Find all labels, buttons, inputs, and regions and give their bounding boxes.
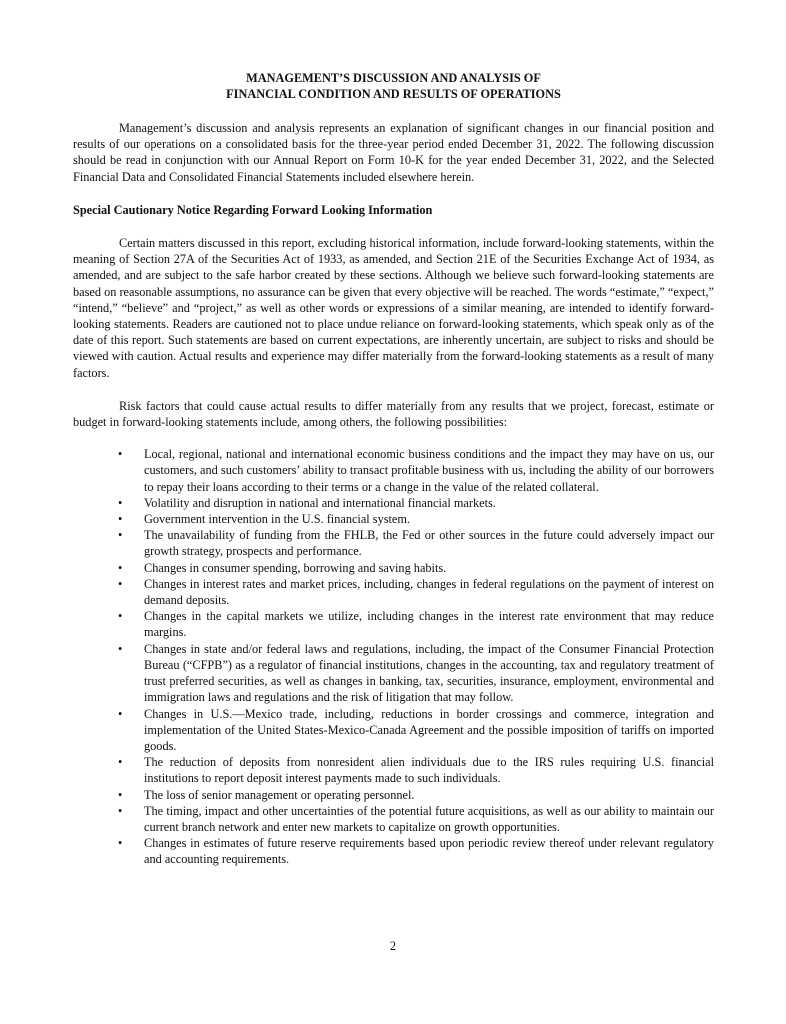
bullet-icon: • — [118, 787, 123, 802]
bullet-icon: • — [118, 836, 123, 851]
risk-item-10 — [73, 754, 714, 786]
risk-item-text: Local, regional, national and international economic business conditions and the impact they may have on us, our customers, and such customers’ ability to transact profitable business with us, including the ability of our borrowers to repay their loans according to their terms or a change in the value of the related collateral. — [144, 447, 714, 494]
risk-item-text: The timing, impact and other uncertainties of the potential future acquisitions, as well as our ability to maintain our current branch network and enter new markets to capitalize on growth opportunities. — [144, 803, 714, 834]
risk-item-text: Changes in consumer spending, borrowing and saving habits. — [144, 560, 447, 575]
risk-item-text: The unavailability of funding from the FHLB, the Fed or other sources in the future could adversely impact our growth strategy, prospects and performance. — [144, 528, 714, 559]
bullet-icon: • — [118, 447, 123, 462]
risk-item-13 — [73, 835, 714, 867]
risk-intro-paragraph: Risk factors that could cause actual results to differ materially from any results that we project, forecast, estimate or budget in forward-looking statements include, among others, the following possibilities: — [73, 398, 714, 430]
bullet-icon: • — [118, 576, 123, 591]
risk-item-text: Changes in estimates of future reserve requirements based upon periodic review thereof under relevant regulatory and accounting requirements. — [144, 836, 714, 867]
bullet-icon: • — [118, 803, 123, 818]
bullet-icon: • — [118, 641, 123, 656]
risk-item-7 — [73, 608, 714, 640]
risk-item-9 — [73, 706, 714, 755]
risk-item-2 — [73, 495, 714, 511]
document-title-line-2: FINANCIAL CONDITION AND RESULTS OF OPERATIONS — [226, 87, 561, 101]
risk-item-text: Volatility and disruption in national and international financial markets. — [144, 495, 496, 510]
bullet-icon: • — [118, 512, 123, 527]
page-number: 2 — [389, 939, 397, 953]
risk-item-6 — [73, 576, 714, 608]
risk-item-text: Changes in U.S.—Mexico trade, including, reductions in border crossings and commerce, integration and implementation of the United States-Mexico-Canada Agreement and the possible imposition of tariffs on imported goods. — [144, 706, 714, 753]
risk-item-3 — [73, 511, 714, 527]
risk-factor-list — [73, 446, 714, 867]
risk-item-text: Changes in the capital markets we utilize, including changes in the interest rate environment that may reduce margins. — [144, 609, 714, 640]
bullet-icon: • — [118, 755, 123, 770]
intro-paragraph: Management’s discussion and analysis represents an explanation of significant changes in our financial position and results of our operations on a consolidated basis for the three-year period ended December 31, 2022. The following discussion should be read in conjunction with our Annual Report on Form 10-K for the year ended December 31, 2022, and the Selected Financial Data and Consolidated Financial Statements included elsewhere herein. — [73, 121, 714, 184]
risk-item-4 — [73, 527, 714, 559]
risk-item-5 — [73, 560, 714, 576]
risk-item-8 — [73, 641, 714, 706]
bullet-icon: • — [118, 528, 123, 543]
section-heading: Special Cautionary Notice Regarding Forward Looking Information — [73, 202, 433, 217]
bullet-icon: • — [118, 495, 123, 510]
risk-item-text: The loss of senior management or operating personnel. — [144, 787, 415, 802]
risk-item-text: Changes in interest rates and market prices, including, changes in federal regulations on the payment of interest on demand deposits. — [144, 576, 714, 608]
document-title-line-1: MANAGEMENT’S DISCUSSION AND ANALYSIS OF — [246, 71, 541, 85]
bullet-icon: • — [118, 609, 123, 624]
risk-item-text: Changes in state and/or federal laws and regulations, including, the impact of the Consumer Financial Protection Bureau (“CFPB”) as a regulator of financial institutions, changes in the accounting, tax and regulatory treatment of trust preferred securities, as well as changes in banking, tax, securities, insurance, employment, environmental and immigration laws and regulations and the risk of litigation that may follow. — [144, 641, 714, 705]
bullet-icon: • — [118, 560, 123, 575]
cautionary-paragraph: Certain matters discussed in this report, excluding historical information, include forward-looking statements, within the meaning of Section 27A of the Securities Act of 1933, as amended, and Section 21E of the Securities Exchange Act of 1934, as amended, and are subject to the safe harbor created by these sections. Although we believe such forward-looking statements are based on reasonable assumptions, no assurance can be given that every objective will be reached. The words “estimate,” “expect,” “intend,” “believe” and “project,” as well as other words or expressions of a similar meaning, are intended to identify forward-looking statements. Readers are cautioned not to place undue reliance on forward-looking statements, which speak only as of the date of this report. Such statements are based on current expectations, are inherently uncertain, are subject to risks and should be viewed with caution. Actual results and experience may differ materially from the forward-looking statements as a result of many factors. — [73, 236, 715, 380]
risk-item-text: Government intervention in the U.S. financial system. — [144, 512, 411, 527]
risk-item-1 — [73, 446, 714, 495]
risk-item-11 — [73, 787, 714, 803]
document-page — [73, 70, 714, 868]
risk-item-text: The reduction of deposits from nonresident alien individuals due to the IRS rules requiring U.S. financial institutions to report deposit interest payments made to such individuals. — [144, 755, 714, 786]
bullet-icon: • — [118, 706, 123, 721]
risk-item-12 — [73, 803, 714, 835]
